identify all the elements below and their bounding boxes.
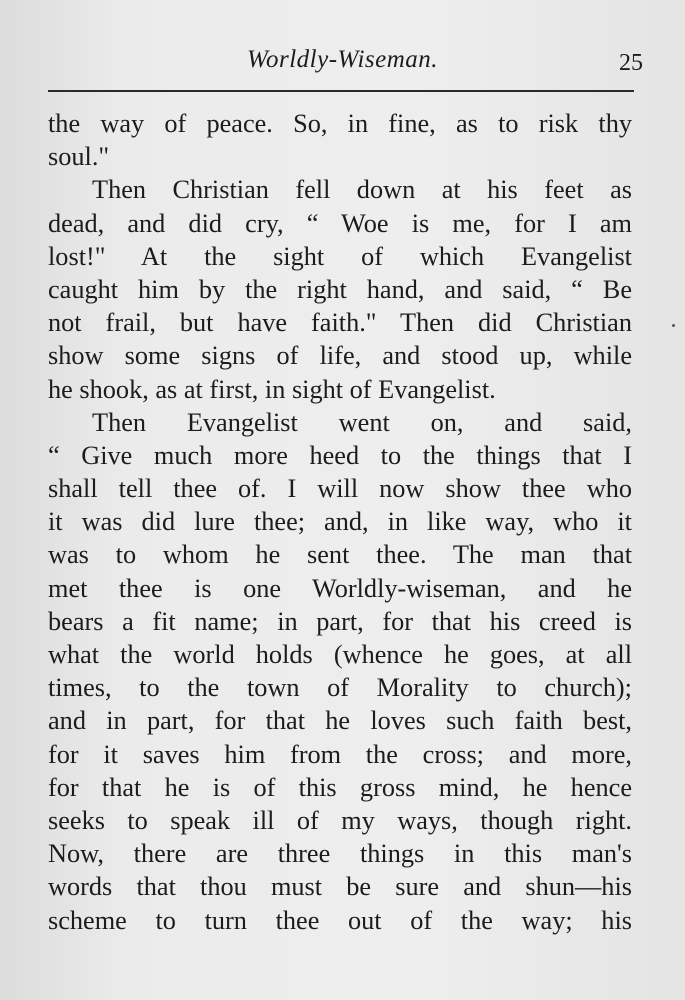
text-line: scheme to turn thee out of the way; his [48, 905, 632, 935]
text-line: shall tell thee of. I will now show thee who [48, 474, 632, 504]
text-line: met thee is one Worldly-wiseman, and he [48, 573, 632, 603]
text-line: bears a fit name; in part, for that his creed is [48, 606, 632, 636]
text-line: caught him by the right hand, and said, “ Be [48, 274, 632, 304]
paragraph-start-line: Then Christian fell down at his feet as [92, 175, 632, 205]
text-line: dead, and did cry, “ Woe is me, for I am [48, 208, 632, 238]
body-text [48, 107, 632, 937]
text-line: soul." [48, 142, 110, 172]
text-line: for that he is of this gross mind, he hence [48, 772, 632, 802]
text-line: what the world holds (whence he goes, at all [48, 640, 632, 669]
text-line: times, to the town of Morality to church); [48, 673, 632, 703]
running-head [0, 46, 685, 82]
text-line: the way of peace. So, in fine, as to risk thy [48, 109, 632, 138]
text-line: show some signs of life, and stood up, while [48, 341, 632, 371]
paragraph-start-line: Then Evangelist went on, and said, [92, 407, 632, 437]
page-number: 25 [619, 50, 643, 76]
text-line: not frail, but have faith." Then did Christian [48, 308, 632, 338]
text-line: lost!" At the sight of which Evangelist [48, 241, 632, 271]
text-line: he shook, as at first, in sight of Evangelist. [48, 374, 496, 404]
header-rule [48, 90, 634, 92]
text-line: was to whom he sent thee. The man that [48, 540, 632, 570]
text-line: “ Give much more heed to the things that I [48, 440, 632, 470]
text-line: it was did lure thee; and, in like way, who it [48, 507, 632, 537]
text-line: for it saves him from the cross; and more, [48, 739, 632, 769]
text-line: Now, there are three things in this man's [48, 839, 632, 869]
text-line: words that thou must be sure and shun—his [48, 872, 632, 902]
text-line: and in part, for that he loves such faith best, [48, 706, 632, 736]
paper-speck [672, 324, 675, 327]
text-line: seeks to speak ill of my ways, though right. [48, 805, 632, 835]
running-title: Worldly-Wiseman. [246, 46, 439, 73]
